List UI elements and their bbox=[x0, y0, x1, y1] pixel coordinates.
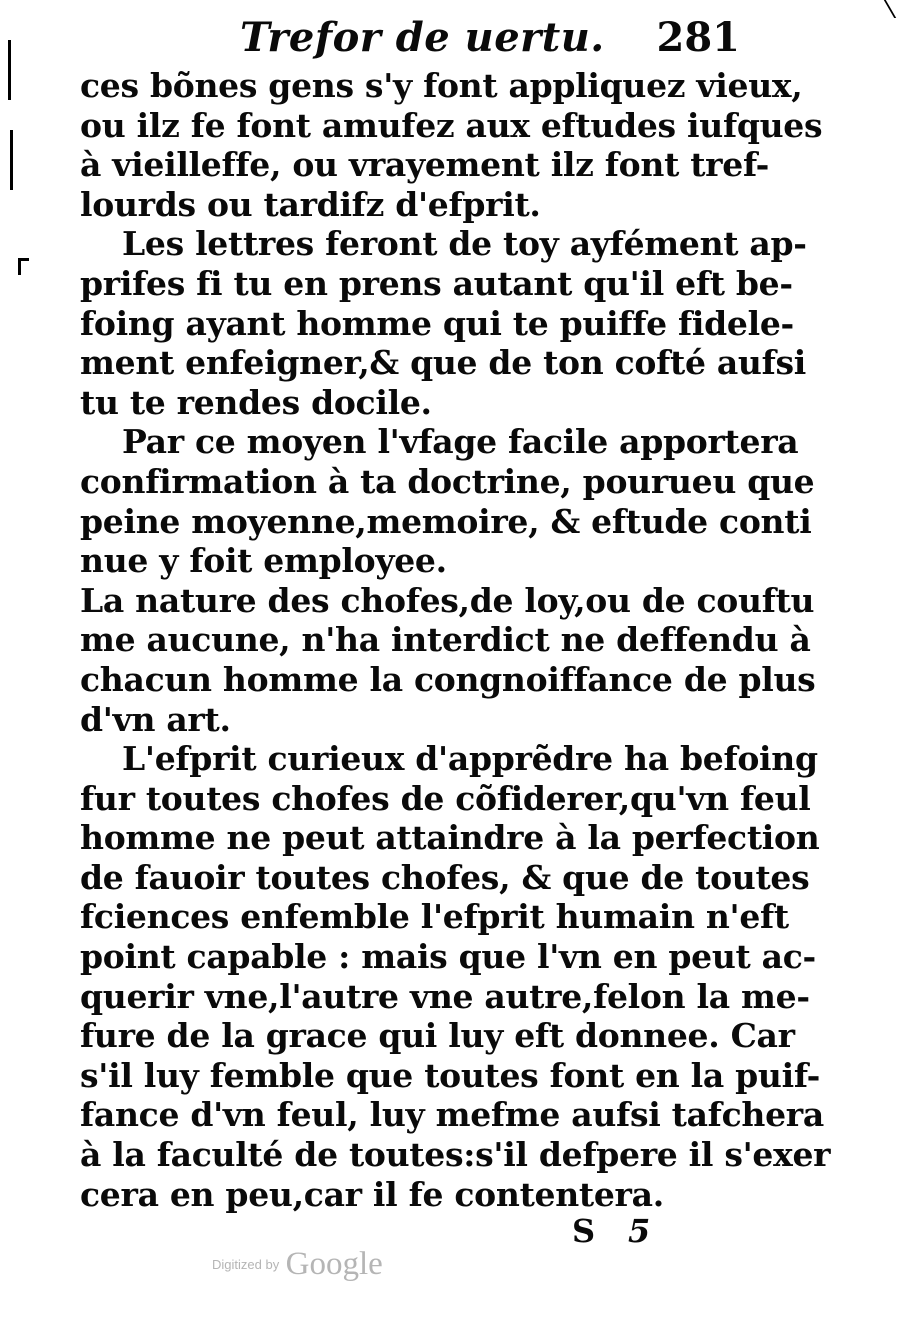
text-line: peine moyenne,memoire, & eftude conti bbox=[80, 501, 812, 541]
body-text bbox=[80, 66, 831, 1214]
text-line: confirmation à ta doctrine, pourueu que bbox=[80, 461, 815, 501]
text-line: me aucune, n'ha interdict ne deffendu à bbox=[80, 620, 811, 660]
text-line: s'il luy femble que toutes font en la puif- bbox=[80, 1055, 820, 1095]
scan-edge-mark bbox=[18, 258, 29, 275]
text-line: ment enfeigner,& que de ton cofté aufsi bbox=[80, 343, 807, 383]
text-line: chacun homme la congnoiffance de plus bbox=[80, 659, 816, 699]
paragraph-first-line: Les lettres feront de toy ayfément ap- bbox=[122, 224, 807, 264]
paragraph-first-line: L'efprit curieux d'apprẽdre ha befoing bbox=[122, 739, 818, 779]
text-line: homme ne peut attaindre à la perfection bbox=[80, 818, 820, 858]
text-line: d'vn art. bbox=[80, 699, 231, 739]
text-line: de fauoir toutes chofes, & que de toutes bbox=[80, 857, 810, 897]
text-line: cera en peu,car il fe contentera. bbox=[80, 1174, 664, 1214]
text-line: nue y foit employee. bbox=[80, 541, 447, 581]
text-line: à vieilleffe, ou vrayement ilz font tref- bbox=[80, 145, 770, 185]
text-line: prifes fi tu en prens autant qu'il eft be- bbox=[80, 263, 793, 303]
text-line: fciences enfemble l'efprit humain n'eft bbox=[80, 897, 789, 937]
text-line: querir vne,l'autre vne autre,felon la me- bbox=[80, 976, 810, 1016]
scan-corner-mark bbox=[844, 0, 896, 18]
text-line: fur toutes chofes de cõfiderer,qu'vn feul bbox=[80, 778, 811, 818]
text-line: foing ayant homme qui te puiffe fidele- bbox=[80, 303, 794, 343]
watermark-prefix: Digitized by bbox=[212, 1257, 280, 1272]
digitized-by-watermark bbox=[212, 1246, 383, 1283]
signature-mark: S bbox=[572, 1212, 596, 1250]
text-line: à la faculté de toutes:s'il defpere il s'exer bbox=[80, 1135, 831, 1175]
text-line: lourds ou tardifz d'efprit. bbox=[80, 184, 541, 224]
text-line: ou ilz fe font amufez aux eftudes iufques bbox=[80, 105, 823, 145]
page-number: 281 bbox=[656, 14, 740, 61]
text-line: ces bõnes gens s'y font appliquez vieux, bbox=[80, 66, 803, 105]
text-line: tu te rendes docile. bbox=[80, 382, 432, 422]
scan-edge-mark bbox=[8, 40, 11, 100]
running-header bbox=[240, 14, 740, 70]
paragraph-first-line: Par ce moyen l'vfage facile apportera bbox=[122, 422, 799, 462]
paragraph-first-line: La nature des chofes,de loy,ou de couftu bbox=[80, 580, 815, 620]
text-line: fance d'vn feul, luy mefme aufsi tafchera bbox=[80, 1095, 824, 1135]
signature-number: 5 bbox=[628, 1212, 651, 1250]
running-title: Trefor de uertu. bbox=[240, 14, 605, 61]
google-logo: Google bbox=[285, 1246, 383, 1282]
text-line: fure de la grace qui luy eft donnee. Car bbox=[80, 1016, 795, 1056]
text-line: point capable : mais que l'vn en peut ac- bbox=[80, 937, 816, 977]
scan-edge-mark bbox=[10, 130, 13, 190]
